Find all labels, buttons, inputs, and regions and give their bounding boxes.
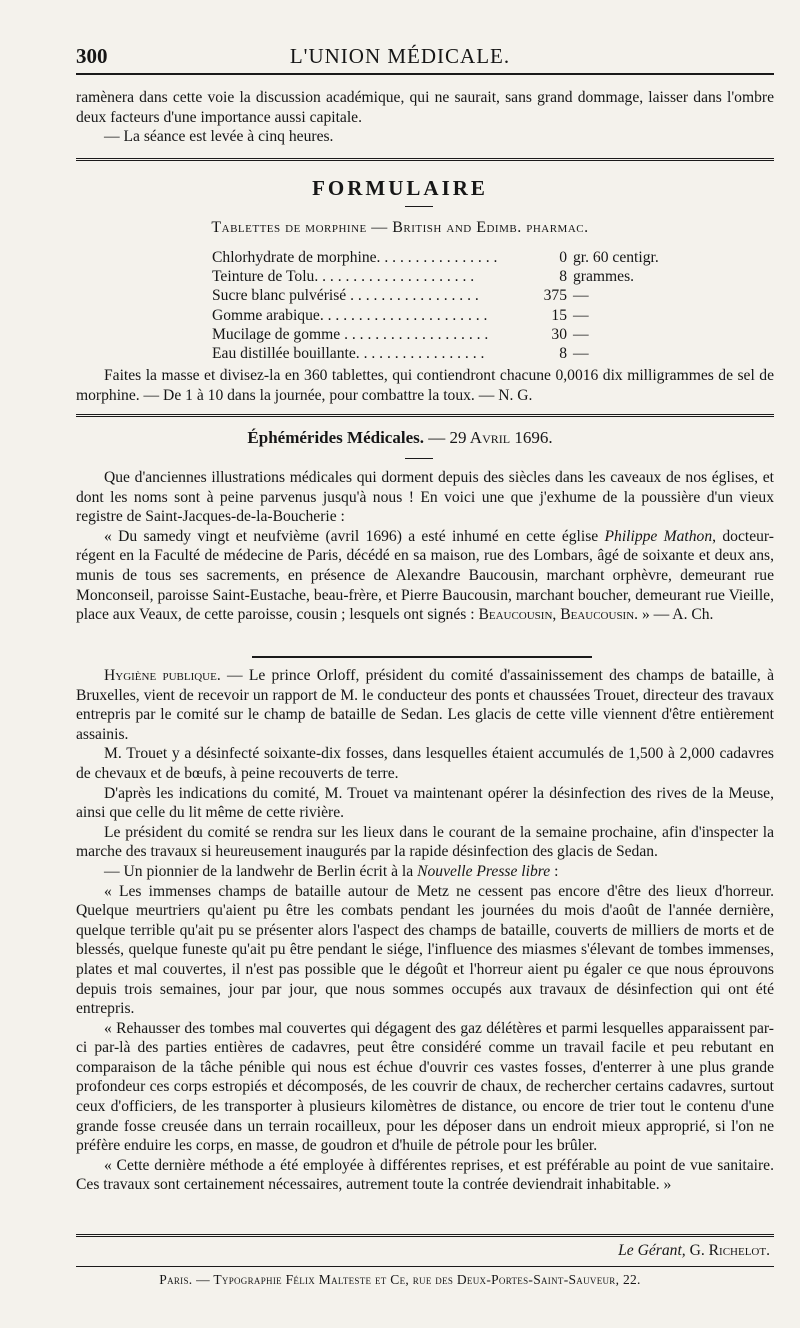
- ingredient-name: Mucilage de gomme . . . . . . . . . . . . . . . . . . .: [212, 325, 489, 343]
- ingredient-qty: 8: [559, 268, 567, 286]
- title-dash: [405, 458, 433, 459]
- running-title: L'UNION MÉDICALE.: [289, 44, 511, 68]
- recipe-title: Tablettes de morphine — British and Edimb. pharmac.: [211, 219, 589, 236]
- ingredient-row: [212, 286, 682, 305]
- quote-start: « Du samedy vingt et neufvième (avril 1696) a esté inhumé en cette église: [104, 527, 605, 545]
- formulaire-instructions: Faites la masse et divisez-la en 360 tablettes, qui contiendront chacune 0,0016 dix milligrammes de sel de morphine. — De 1 à 10 dans la journée, pour combattre la toux. — N. G.: [76, 367, 774, 404]
- ingredient-name: Teinture de Tolu. . . . . . . . . . . . . . . . . . . . .: [212, 268, 475, 286]
- continuation-paragraph: ramènera dans cette voie la discussion académique, qui ne saurait, sans grand dommage, laisser dans l'ombre deux facteurs d'une importance aussi capitale.: [76, 89, 774, 126]
- footer-separator: [76, 1234, 774, 1237]
- header-rule: [76, 73, 774, 75]
- ephemerides-date: — 29 Avril 1696.: [428, 428, 553, 447]
- ephemerides-title: Éphémérides Médicales.: [247, 428, 424, 447]
- ingredient-qty: 30: [551, 325, 567, 343]
- ingredient-row: [212, 306, 682, 325]
- formulaire-instructions-block: [76, 366, 774, 405]
- ingredient-row: [212, 267, 682, 286]
- hygiene-label: Hygiène publique.: [104, 667, 221, 684]
- ingredient-unit: —: [573, 287, 589, 305]
- letter-paragraph: « Cette dernière méthode a été employée à différentes reprises, et est préférable au point de vue sanitaire. Ces travaux sont certainement nécessaires, autrement toute la contrée deviendrait inhabitable. »: [76, 1156, 774, 1194]
- hygiene-paragraph: D'après les indications du comité, M. Trouet va maintenant opérer la désinfection des rives de la Meuse, ainsi que celle du lit même de cette rivière.: [76, 784, 774, 822]
- letter-paragraph: « Rehausser des tombes mal couvertes qui dégagent des gaz délétères et parmi lesquelles apparaissent par-ci par-là des parties entières de cadavres, peut être considéré comme un travail facile et peu rebutant en comparaison de la tâche pénible qui nous est échue d'ouvrir ces vastes fosses, d'enterrer à une plus grande profondeur ces corps estropiés et décomposés, de les couvrir de chaux, de rechercher certains cadavres, surtout ceux d'officiers, de les transporter à plusieurs kilomètres de distance, ou encore de trier tout le contenu d'une grande fosse creusée dans un terrain rocailleux, pour les déposer dans un endroit mieux approprié, si l'on ne préfère enduire les corps, en masse, de goudron et d'huile de pétrole pour les brûler.: [76, 1019, 774, 1155]
- ingredient-unit: —: [573, 325, 589, 343]
- hygiene-text: — Le prince Orloff, président du comité d'assainissement des champs de bataille, à Bruxelles, vient de recevoir un rapport de M. le conducteur des ponts et chaussées Trouet, directeur des travaux entrepris par le comité sur le champ de bataille de Sedan. Les glacis de cette ville viennent d'être entièrement assainis.: [76, 667, 774, 743]
- ephemerides-heading: [0, 428, 800, 448]
- quote-end: » — A. Ch.: [638, 606, 714, 624]
- hygiene-paragraph: [76, 862, 774, 882]
- ingredient-name: Sucre blanc pulvérisé . . . . . . . . . . . . . . . . .: [212, 287, 479, 305]
- short-separator: [252, 656, 592, 658]
- journal-name: Nouvelle Presse libre: [417, 862, 551, 880]
- hygiene-body: [76, 666, 774, 1195]
- signature: [76, 1242, 770, 1260]
- formulaire-title: FORMULAIRE: [312, 176, 488, 200]
- section-separator: [76, 414, 774, 417]
- ingredient-unit: grammes.: [573, 268, 635, 286]
- pioneer-colon: :: [550, 862, 559, 880]
- continuation-text: [76, 88, 774, 147]
- quote-signatures: Beaucousin, Beaucousin.: [478, 606, 639, 624]
- physician-name: Philippe Mathon: [604, 527, 713, 545]
- signature-name: G. Richelot.: [689, 1242, 770, 1259]
- ingredient-qty: 15: [551, 306, 567, 324]
- ingredient-qty: 375: [543, 287, 567, 305]
- ingredient-unit: —: [573, 306, 589, 324]
- ephemerides-intro: Que d'anciennes illustrations médicales qui dorment depuis des siècles dans les caveaux de nos églises, et dont les noms sont à peine parvenus jusqu'à nous ! En voici une que j'exhume de la poussière d'un vieux registre de Saint-Jacques-de-la-Boucherie :: [76, 469, 774, 526]
- ingredient-qty: 0: [559, 249, 567, 266]
- hygiene-paragraph: [76, 666, 774, 744]
- ingredient-name: Gomme arabique. . . . . . . . . . . . . . . . . . . . . .: [212, 306, 488, 324]
- seance-closing: — La séance est levée à cinq heures.: [104, 128, 334, 146]
- section-separator: [76, 158, 774, 161]
- ingredient-row: [212, 248, 682, 267]
- title-dash: [405, 206, 433, 207]
- quote-body: , docteur-régent en la Faculté de médecine de Paris, décédé en sa maison, rue des Lombars, âgé de soixante et deux ans, munis de tous ses sacrements, en présence de Alexandre Baucousin, marchant orphèvre, demeurant rue Monconseil, paroisse Saint-Eustache, beau-frère, et Pierre Baucousin, marchant boucher, demeurant rue Vieille, place aux Veaux, de cette paroisse, cousin ; lesquels ont signés :: [76, 527, 774, 624]
- ingredient-list: [212, 248, 682, 363]
- ingredient-unit: —: [573, 345, 589, 363]
- ingredient-row: [212, 325, 682, 344]
- ingredient-unit: gr. 60 centigr.: [573, 249, 659, 266]
- page-number: 300: [76, 44, 108, 68]
- ephemerides-quote: [76, 527, 774, 625]
- hygiene-paragraph: Le président du comité se rendra sur les lieux dans le courant de la semaine prochaine, afin d'inspecter la marche des travaux si heureusement inaugurés par la rapide désinfection des glacis de Sedan.: [76, 823, 774, 861]
- hygiene-paragraph: M. Trouet y a désinfecté soixante-dix fosses, dans lesquelles étaient accumulés de 1,500 à 2,000 cadavres de chevaux et de bœufs, à peine recouverts de terre.: [76, 745, 774, 782]
- signature-label: Le Gérant,: [618, 1242, 686, 1259]
- printer-imprint: Paris. — Typographie Félix Malteste et Ce, rue des Deux-Portes-Saint-Sauveur, 22.: [159, 1272, 641, 1287]
- ingredient-name: Chlorhydrate de morphine. . . . . . . . . . . . . . . .: [212, 249, 498, 266]
- letter-paragraph: « Les immenses champs de bataille autour de Metz ne cessent pas encore d'être des lieux d'horreur. Quelque meurtriers qu'aient pu être les combats pendant les journées du mois d'août de l'année dernière, quelque terrible qu'ait pu se présenter alors l'aspect des champs de bataille, couverts de milliers de morts et de blessés, quelque funeste qu'ait pu être pendant le siége, l'influence des miasmes s'élevant de tombes immenses, plates et mal couvertes, il n'est pas possible que le dégoût et l'horreur aient pu égaler ce que nous éprouvons depuis trois semaines, jour par jour, que nous sommes occupés aux travaux de désinfection qui ont été entrepris.: [76, 882, 774, 1018]
- ingredient-name: Eau distillée bouillante. . . . . . . . . . . . . . . . .: [212, 345, 485, 363]
- ingredient-qty: 8: [559, 345, 567, 363]
- ingredient-row: [212, 344, 682, 363]
- imprint-rule: [76, 1266, 774, 1267]
- ephemerides-body: [76, 468, 774, 625]
- pioneer-intro: — Un pionnier de la landwehr de Berlin écrit à la: [104, 862, 418, 880]
